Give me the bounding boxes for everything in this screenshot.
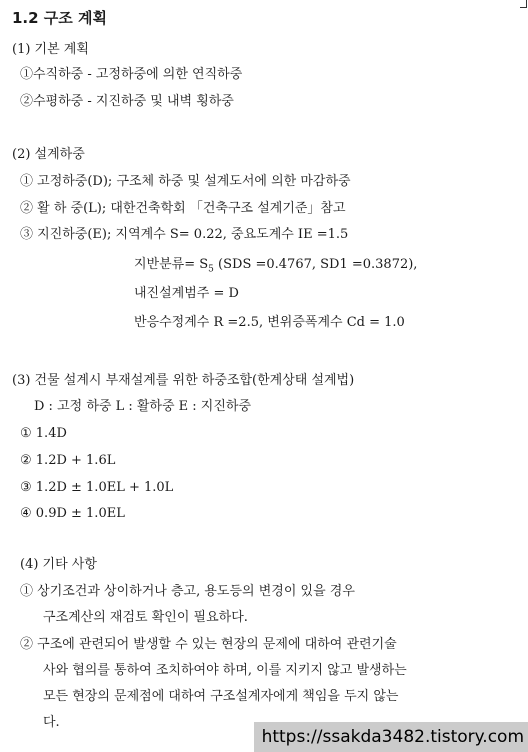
- load-legend: D : 고정 하중 L : 활하중 E : 지진하중: [34, 399, 252, 414]
- design-load-item-3: ③ 지진하중(E); 지역계수 S= 0.22, 중요도계수 IE =1.5: [20, 227, 349, 242]
- load-combination-4: ④ 0.9D ± 1.0EL: [20, 506, 125, 521]
- other-note-2-line-4: 다.: [43, 715, 60, 730]
- load-combination-1: ① 1.4D: [20, 426, 67, 441]
- load-combination-3: ③ 1.2D ± 1.0EL + 1.0L: [20, 480, 174, 495]
- other-note-2-line-1: ② 구조에 관련되어 발생할 수 있는 현장의 문제에 대하여 관련기술: [20, 637, 397, 652]
- soil-classification-values: (SDS =0.4767, SD1 =0.3872),: [213, 257, 418, 272]
- page-corner-mark: [520, 0, 527, 8]
- soil-classification-subscript: 5: [208, 264, 214, 275]
- other-notes-heading: (4) 기타 사항: [20, 557, 97, 572]
- load-combination-heading: (3) 건물 설계시 부재설계를 위한 하중조합(한계상태 설계법): [12, 373, 355, 388]
- load-combination-2: ② 1.2D + 1.6L: [20, 453, 116, 468]
- soil-classification: [134, 256, 417, 279]
- other-note-1-line-2: 구조계산의 재검토 확인이 필요하다.: [43, 610, 248, 625]
- basic-plan-item-2: ②수평하중 - 지진하중 및 내벽 횡하중: [20, 94, 234, 109]
- response-modification: 반응수정계수 R =2.5, 변위증폭계수 Cd = 1.0: [134, 315, 405, 330]
- basic-plan-item-1: ①수직하중 - 고정하중에 의한 연직하중: [20, 67, 243, 82]
- section-title: 1.2 구조 계획: [12, 9, 107, 27]
- seismic-design-category: 내진설계범주 = D: [134, 286, 239, 301]
- soil-classification-label: 지반분류= S: [134, 257, 209, 272]
- blog-url-watermark: https://ssakda3482.tistory.com: [254, 722, 528, 752]
- basic-plan-heading: (1) 기본 계획: [12, 42, 89, 57]
- other-note-1-line-1: ① 상기조건과 상이하거나 층고, 용도등의 변경이 있을 경우: [20, 584, 355, 599]
- design-load-heading: (2) 설계하중: [12, 147, 85, 162]
- design-load-item-2: ② 활 하 중(L); 대한건축학회 「건축구조 설계기준」참고: [20, 201, 346, 216]
- other-note-2-line-2: 사와 협의를 통하여 조치하여야 하며, 이를 지키지 않고 발생하는: [43, 663, 407, 678]
- design-load-item-1: ① 고정하중(D); 구조체 하중 및 설계도서에 의한 마감하중: [20, 174, 351, 189]
- other-note-2-line-3: 모든 현장의 문제점에 대하여 구조설계자에게 책임을 두지 않는: [43, 689, 399, 704]
